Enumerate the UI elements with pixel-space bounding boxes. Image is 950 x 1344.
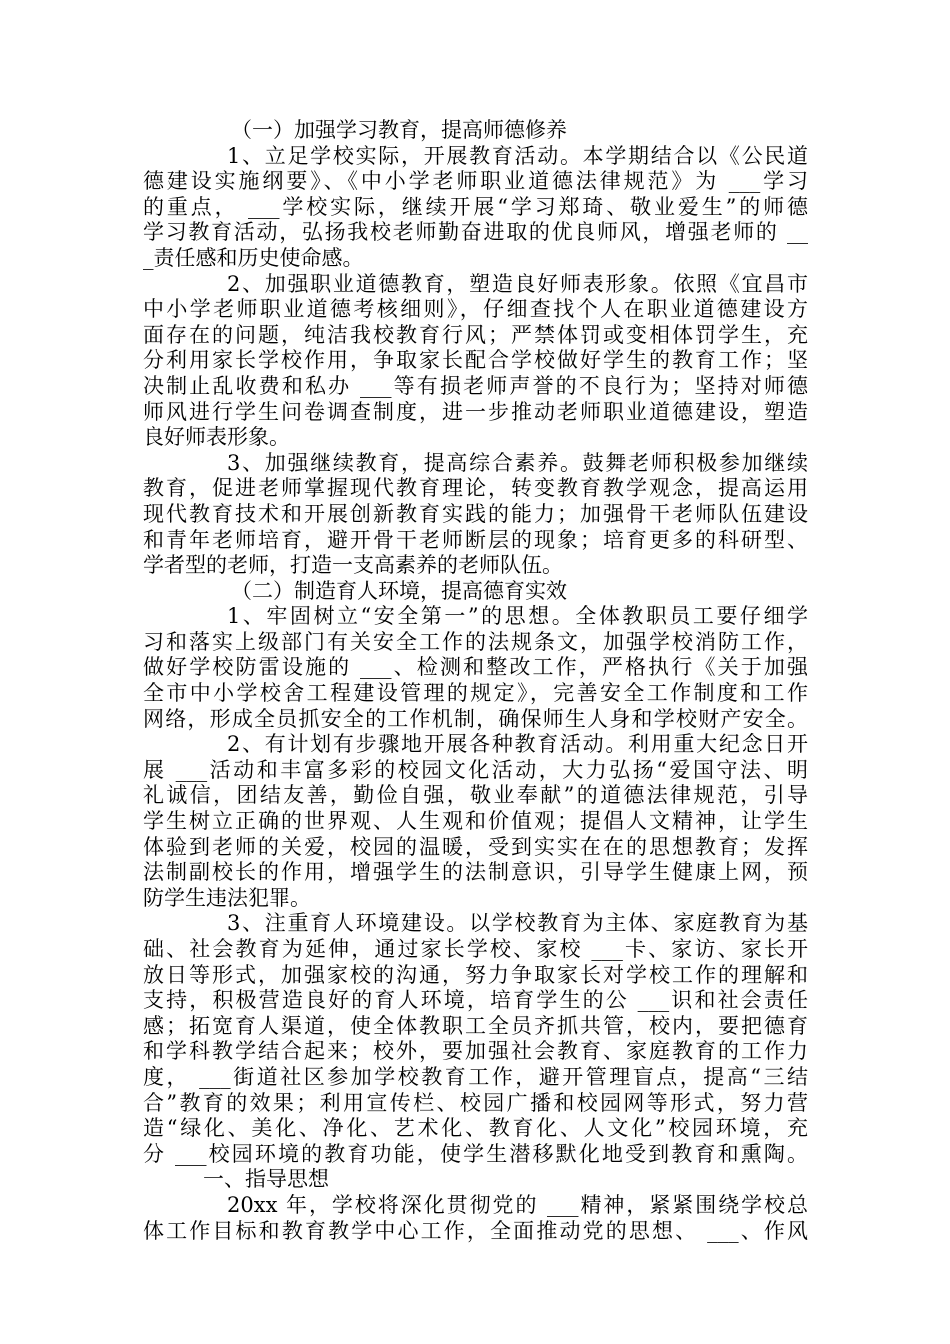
text-line: 3、注重育人环境建设。以学校教育为主体、家庭教育为基 (227, 911, 808, 936)
text-line: 中小学老师职业道德考核细则》，仔细查找个人在职业道德建设方 (143, 297, 808, 322)
text-line: 3、加强继续教育，提高综合素养。鼓舞老师积极参加继续 (227, 450, 808, 475)
text-line: 学生树立正确的世界观、人生观和价值观；提倡人文精神，让学生 (143, 809, 808, 834)
text-line: 教育，促进老师掌握现代教育理论，转变教育教学观念，提高运用 (143, 476, 808, 501)
text-line: 的重点， ___学校实际，继续开展“学习郑琦、敬业爱生”的师德 (143, 194, 808, 219)
text-line: 一、指导思想 (203, 1167, 329, 1192)
text-line: 2、有计划有步骤地开展各种教育活动。利用重大纪念日开 (227, 732, 808, 757)
text-line: 做好学校防雷设施的 ___、检测和整改工作，严格执行《关于加强 (143, 655, 808, 680)
text-line: 2、加强职业道德教育，塑造良好师表形象。依照《宜昌市 (227, 271, 808, 296)
text-line: _责任感和历史使命感。 (143, 245, 364, 270)
text-line: 礼诚信，团结友善，勤俭自强，敬业奉献”的道德法律规范，引导 (143, 783, 808, 808)
text-line: 德建设实施纲要》、《中小学老师职业道德法律规范》为 ___学习 (143, 169, 808, 194)
text-line: 合”教育的效果；利用宣传栏、校园广播和校园网等形式，努力营 (143, 1090, 808, 1115)
text-line: 防学生违法犯罪。 (143, 885, 311, 910)
text-line: 现代教育技术和开展创新教育实践的能力；加强骨干老师队伍建设 (143, 501, 808, 526)
text-line: 20xx 年，学校将深化贯彻党的 ___精神，紧紧围绕学校总 (227, 1192, 808, 1217)
text-line: 良好师表形象。 (143, 425, 290, 450)
text-line: 决制止乱收费和私办 ___等有损老师声誉的不良行为；坚持对师德 (143, 373, 808, 398)
text-line: 网络，形成全员抓安全的工作机制，确保师生人身和学校财产安全。 (143, 706, 808, 731)
text-line: 学习教育活动，弘扬我校老师勤奋进取的优良师风，增强老师的 __ (143, 220, 808, 245)
text-line: 分 ___校园环境的教育功能，使学生潜移默化地受到教育和熏陶。 (143, 1141, 808, 1166)
text-line: 体验到老师的关爱，校园的温暖，受到实实在在的思想教育；发挥 (143, 834, 808, 859)
text-line: 放日等形式，加强家校的沟通，努力争取家长对学校工作的理解和 (143, 962, 808, 987)
document-body (143, 118, 808, 1244)
text-line: 度， ___街道社区参加学校教育工作，避开管理盲点，提高“三结 (143, 1064, 808, 1089)
text-line: 展 ___活动和丰富多彩的校园文化活动，大力弘扬“爱国守法、明 (143, 757, 808, 782)
text-line: 体工作目标和教育教学中心工作，全面推动党的思想、 ___、作风 (143, 1218, 808, 1243)
text-line: 师风进行学生问卷调查制度，进一步推动老师职业道德建设，塑造 (143, 399, 808, 424)
text-line: 和青年老师培育，避开骨干老师断层的现象；培育更多的科研型、 (143, 527, 808, 552)
text-line: 1、牢固树立“安全第一”的思想。全体教职员工要仔细学 (227, 604, 808, 629)
text-line: 全市中小学校舍工程建设管理的规定》，完善安全工作制度和工作 (143, 681, 808, 706)
text-line: 1、立足学校实际，开展教育活动。本学期结合以《公民道 (227, 143, 808, 168)
text-line: （二）制造育人环境，提高德育实效 (231, 578, 567, 603)
text-line: 法制副校长的作用，增强学生的法制意识，引导学生健康上网，预 (143, 860, 808, 885)
text-line: 感；拓宽育人渠道，使全体教职工全员齐抓共管，校内，要把德育 (143, 1013, 808, 1038)
text-line: 造“绿化、美化、净化、艺术化、教育化、人文化”校园环境，充 (143, 1116, 808, 1141)
text-line: （一）加强学习教育，提高师德修养 (231, 118, 567, 142)
text-line: 习和落实上级部门有关安全工作的法规条文，加强学校消防工作， (143, 629, 808, 654)
text-line: 和学科教学结合起来；校外，要加强社会教育、家庭教育的工作力 (143, 1039, 808, 1064)
text-line: 面存在的问题，纯洁我校教育行风；严禁体罚或变相体罚学生，充 (143, 322, 808, 347)
text-line: 础、社会教育为延伸，通过家长学校、家校 ___卡、家访、家长开 (143, 937, 808, 961)
text-line: 分利用家长学校作用，争取家长配合学校做好学生的教育工作；坚 (143, 348, 808, 373)
text-line: 学者型的老师，打造一支高素养的老师队伍。 (143, 553, 563, 578)
text-line: 支持，积极营造良好的育人环境，培育学生的公 ___识和社会责任 (143, 988, 808, 1013)
